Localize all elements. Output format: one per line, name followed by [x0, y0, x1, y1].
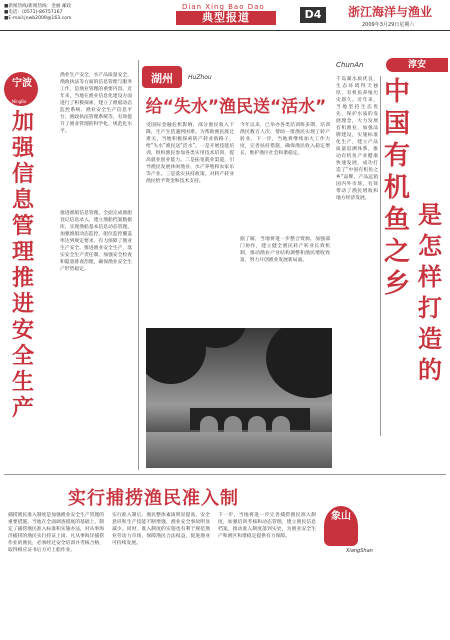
article-headline: 中国有机鱼之乡 [383, 77, 410, 299]
section-divider [4, 474, 446, 475]
region-badge-en: NingBo [12, 99, 27, 104]
lake-bridge-photo [146, 328, 332, 468]
page-number: D4 [300, 7, 326, 23]
email-line: ■E-mail:jnwb2009@163.com [4, 16, 72, 22]
section-pinyin: Dian Xing Bao Dao [182, 3, 265, 11]
region-badge-label: 湖州 [151, 72, 173, 85]
newspaper-name: 浙江海洋与渔业 [348, 5, 433, 19]
article-body: 下一步，当地将进一步完善捕捞渔民准入制度，加强培训考核和动态管理，建立渔民信息档案，推动准入制度落到实处，为渔业安全生产和渔区和谐稳定提供有力保障。 [218, 513, 316, 539]
article-body: 千岛湖水质优良，生态环境得天独厚，有机鱼养殖历史悠久。近年来，当地坚持生态优先、保护水质的发展理念，大力发展有机渔业，加强品牌建设，实施标准化生产，建立产品质量追溯体系，推动有机鱼产业健康快速发展，成功打造了“中国有机鱼之乡”品牌，产品远销国内外市场，有效带动了渔民增收和地方经济发展。 [336, 77, 378, 201]
article-headline: 实行捕捞渔民准入制 [68, 488, 239, 509]
article-headline: 加强信息管理 推进安全生产 [12, 110, 35, 421]
article-body: 实行准入制后，渔民整体素质明显提高，安全意识和生产技能不断增强，渔业安全事故明显减少。同时，准入制度的实施也有利于规范渔业劳动力市场，保障渔民合法权益，促进渔业可持续发展。 [112, 513, 210, 546]
hotline-line: ■新闻热线/新闻热线：金丽 邮政 [4, 4, 72, 9]
article-body: 据了解，当地将进一步整合资源，加强部门协作，建立健全渔民转产转业长效机制，推动渔业产业结构调整和渔民增收致富，努力开创渔业发展新局面。 [240, 237, 330, 263]
contact-info [4, 4, 71, 23]
article-body: 捕捞渔民准入制度是加强渔业安全生产管理的重要措施。当地在全面调查摸底的基础上，制定了捕捞渔民准入标准和实施办法，对从事海洋捕捞的渔民实行持证上岗。凡从事海洋捕捞作业的渔民，必须经过安全培训并考核合格，取得相应证书后方可上船作业。 [8, 513, 104, 553]
article-body: 今年以来，已举办各类培训班多期，培训渔民数百人次，帮助一批渔民实现了转产转业。下一步，当地将继续加大工作力度，完善扶持措施，确保渔民收入稳定增长，维护渔区社会和谐稳定。 [240, 123, 330, 156]
phone-line: ■电话：(0571)-86757167 [4, 10, 63, 16]
region-badge-label: 淳安 [386, 58, 448, 72]
region-badge-label: 象山 [331, 511, 351, 522]
article-body: 推进渔船信息管理。全面完成渔船登记信息录入，建立渔船档案数据库，实现渔船基本信息动态管理。加强渔船动态监控，船位监控覆盖率达到规定要求，有力保障了渔业生产安全。推进渔业安全生产，落实安全生产责任制，加强安全检查和隐患排查治理，确保渔业安全生产形势稳定。 [60, 211, 132, 272]
region-badge-en: HuZhou [188, 74, 212, 81]
article-headline: 给“失水”渔民送“活水” [145, 97, 327, 117]
region-badge-label: 宁波 [12, 78, 32, 89]
section-title: 典型报道 [176, 11, 276, 25]
issue-date: 2009年3月29日星期六 [362, 22, 415, 28]
article-body: 渔业生产安全，水产品质量安全，渔政执法等方面的信息管理与服务工作，是渔业管理的重要内容。近年来，当地在渔业信息化建设方面进行了积极探索，建立了渔船动态监控系统、渔业安全生产信息平台、渔政执法管理系统等，有效提升了渔业管理的科学化、规范化水平。 [60, 73, 132, 134]
region-badge-en: XiangShan [346, 548, 373, 554]
region-badge-en: ChunAn [336, 61, 364, 69]
column-divider [138, 60, 139, 470]
article-headline-part2: 是怎样打造的 [418, 201, 442, 384]
article-body: 受国际金融危机影响，部分渔民收入下降，生产生活遇到困难。为帮助渔民渡过难关，当地积极探索转产转业新路子，给“失水”渔民送“活水”。一是开展技能培训，组织渔民参加各类实用技术培训，提高就业创业能力。二是拓宽就业渠道，引导渔民发展休闲渔业、水产养殖和农家乐等产业。三是落实扶持政策，对转产转业渔民给予资金和技术支持。 [146, 123, 234, 184]
